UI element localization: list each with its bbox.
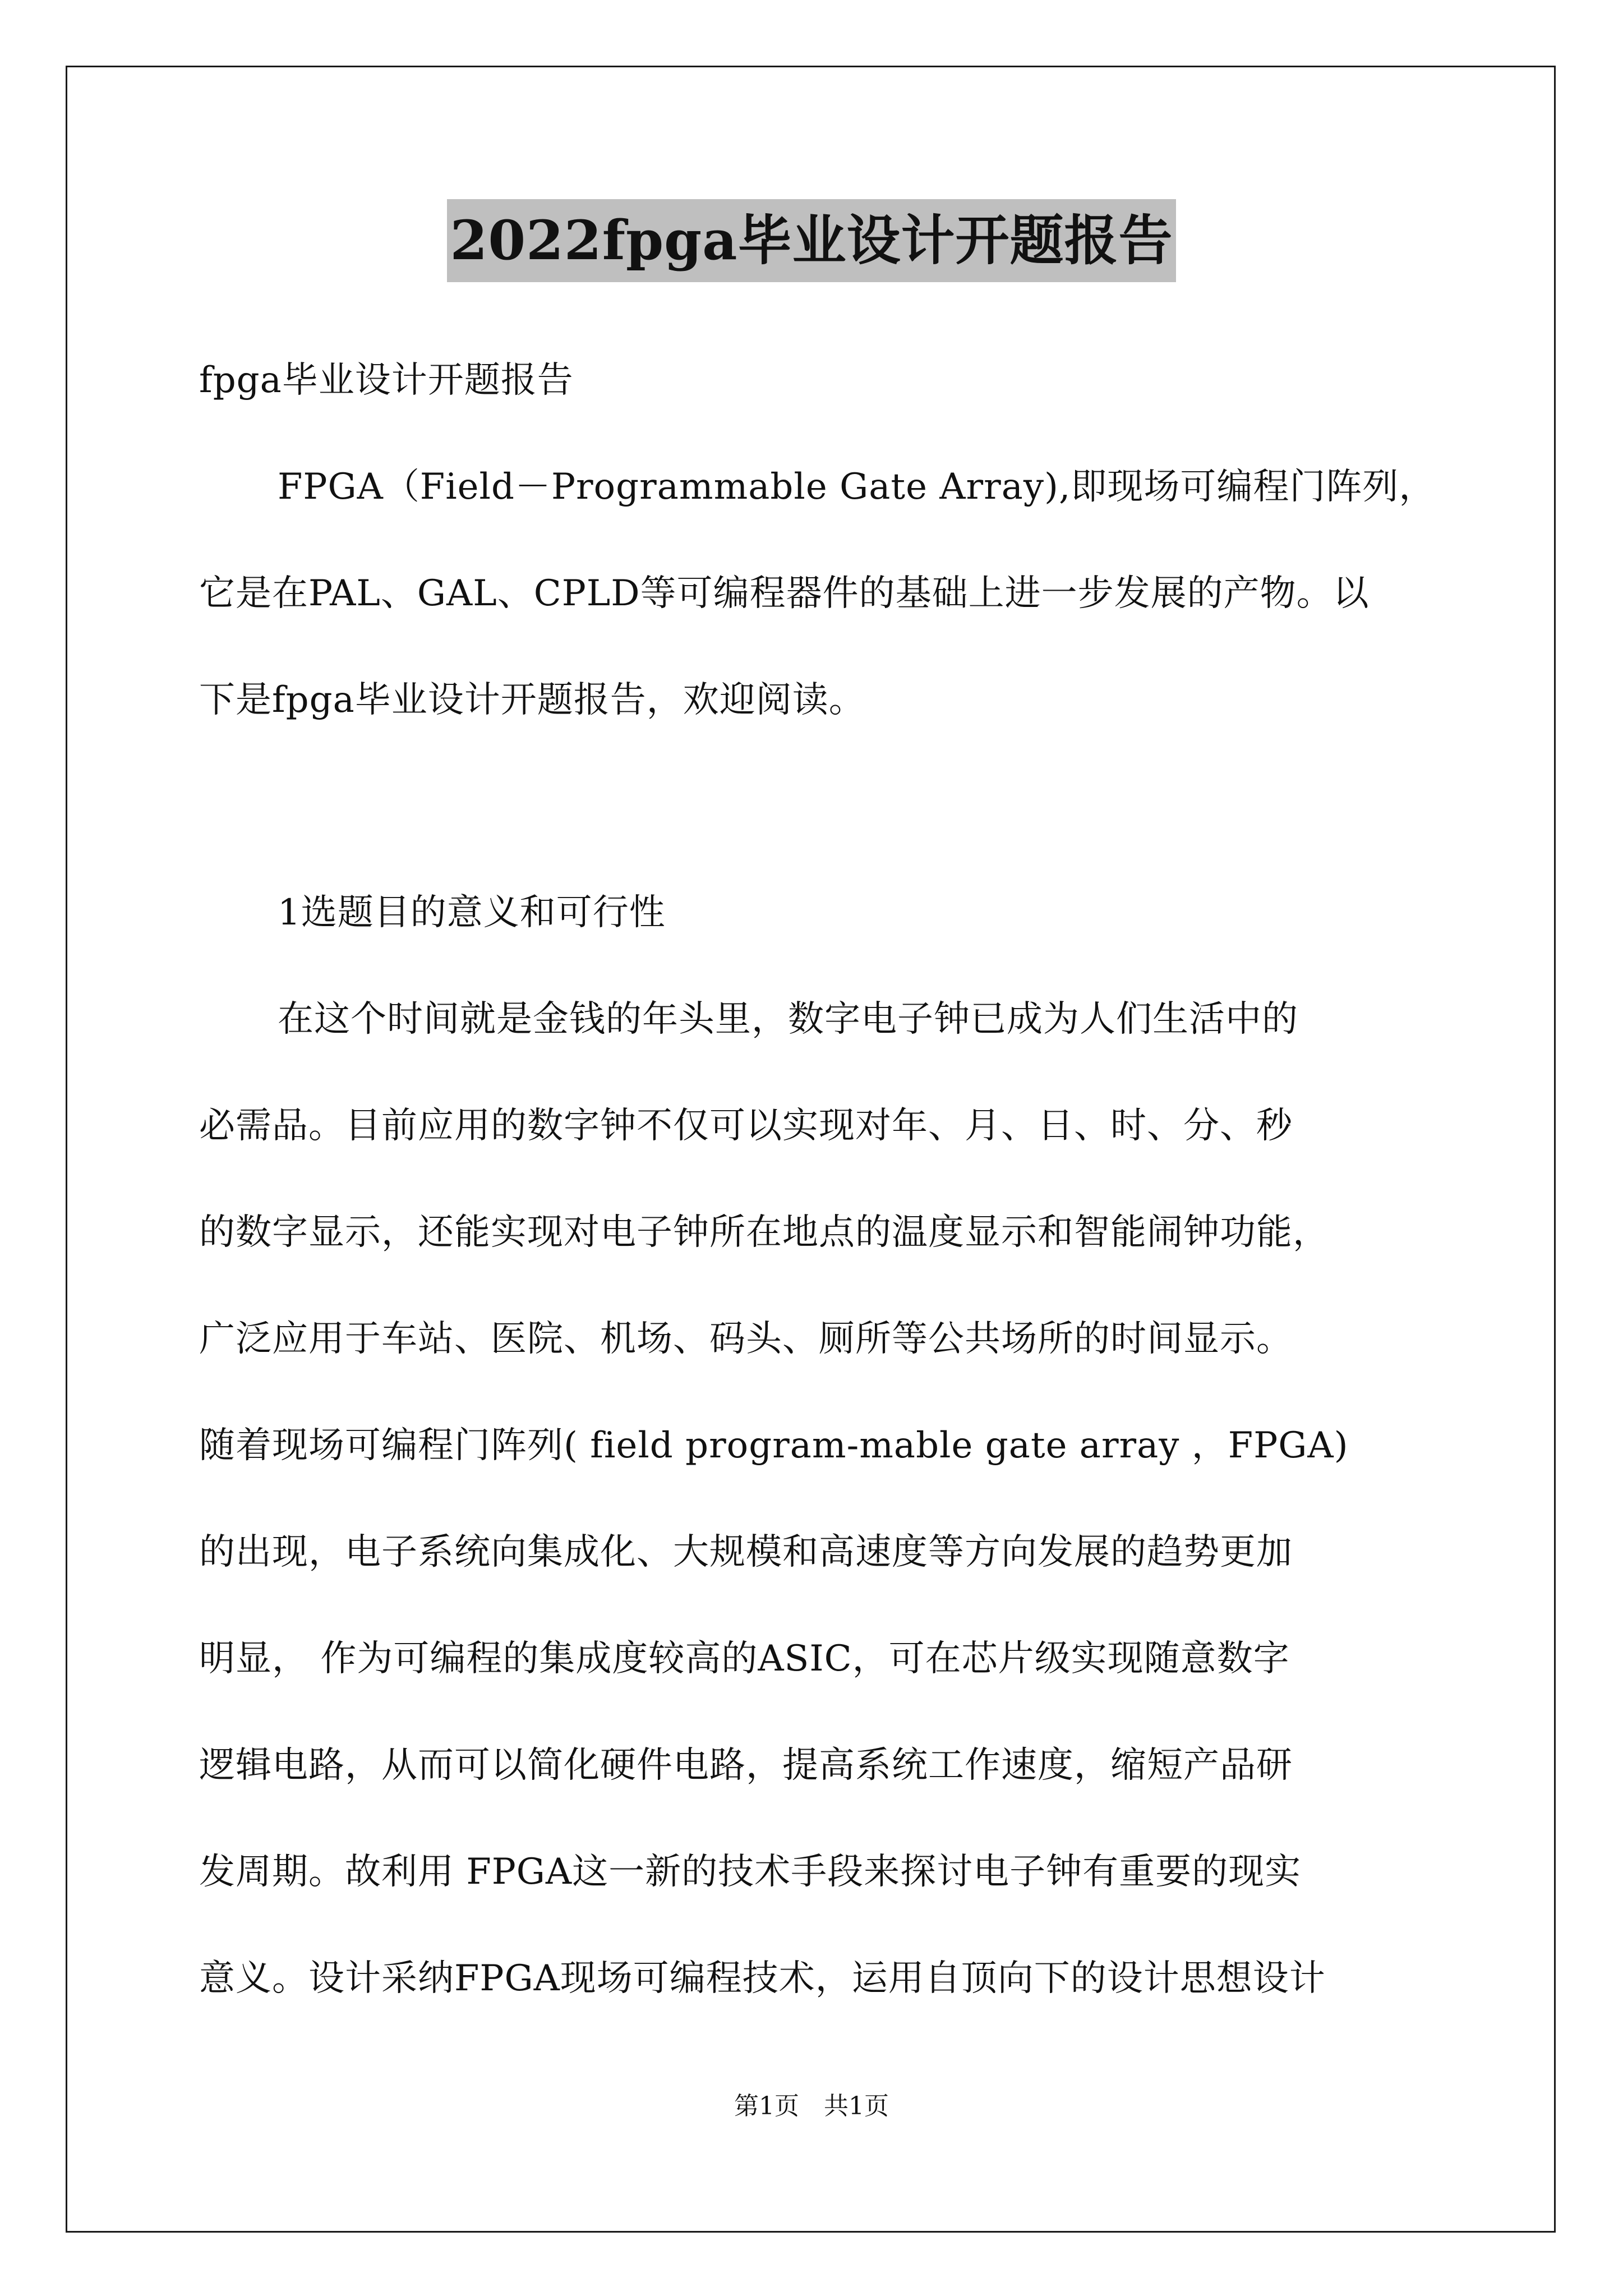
body-line-8: 逻辑电路，从而可以简化硬件电路，提高系统工作速度，缩短产品研 xyxy=(199,1745,1293,1786)
intro-line-2: 它是在PAL、GAL、CPLD等可编程器件的基础上进一步发展的产物。以 xyxy=(199,573,1370,614)
document-subtitle: fpga毕业设计开题报告 xyxy=(199,360,574,401)
body-line-1: 在这个时间就是金钱的年头里，数字电子钟已成为人们生活中的 xyxy=(278,999,1298,1040)
body-line-7: 明显， 作为可编程的集成度较高的ASIC，可在芯片级实现随意数字 xyxy=(199,1638,1290,1680)
intro-line-3: 下是fpga毕业设计开题报告，欢迎阅读。 xyxy=(199,679,865,721)
section-heading: 1选题目的意义和可行性 xyxy=(278,892,666,933)
document-title: 2022fpga毕业设计开题报告 xyxy=(447,199,1177,282)
body-line-10: 意义。设计采纳FPGA现场可编程技术，运用自顶向下的设计思想设计 xyxy=(199,1958,1326,1999)
body-line-5: 随着现场可编程门阵列( field program-mable gate array ，FPGA) xyxy=(199,1425,1349,1466)
body-line-4: 广泛应用于车站、医院、机场、码头、厕所等公共场所的时间显示。 xyxy=(199,1318,1293,1360)
page-footer: 第1页 共1页 xyxy=(734,2092,889,2120)
body-line-9: 发周期。故利用 FPGA这一新的技术手段来探讨电子钟有重要的现实 xyxy=(199,1851,1302,1893)
body-line-2: 必需品。目前应用的数字钟不仅可以实现对年、月、日、时、分、秒 xyxy=(199,1105,1293,1147)
title-container xyxy=(0,199,1623,282)
body-line-3: 的数字显示，还能实现对电子钟所在地点的温度显示和智能闹钟功能， xyxy=(199,1212,1329,1253)
intro-line-1: FPGA（Field－Programmable Gate Array),即现场可编程门阵列， xyxy=(278,466,1436,508)
body-line-6: 的出现，电子系统向集成化、大规模和高速度等方向发展的趋势更加 xyxy=(199,1531,1293,1573)
